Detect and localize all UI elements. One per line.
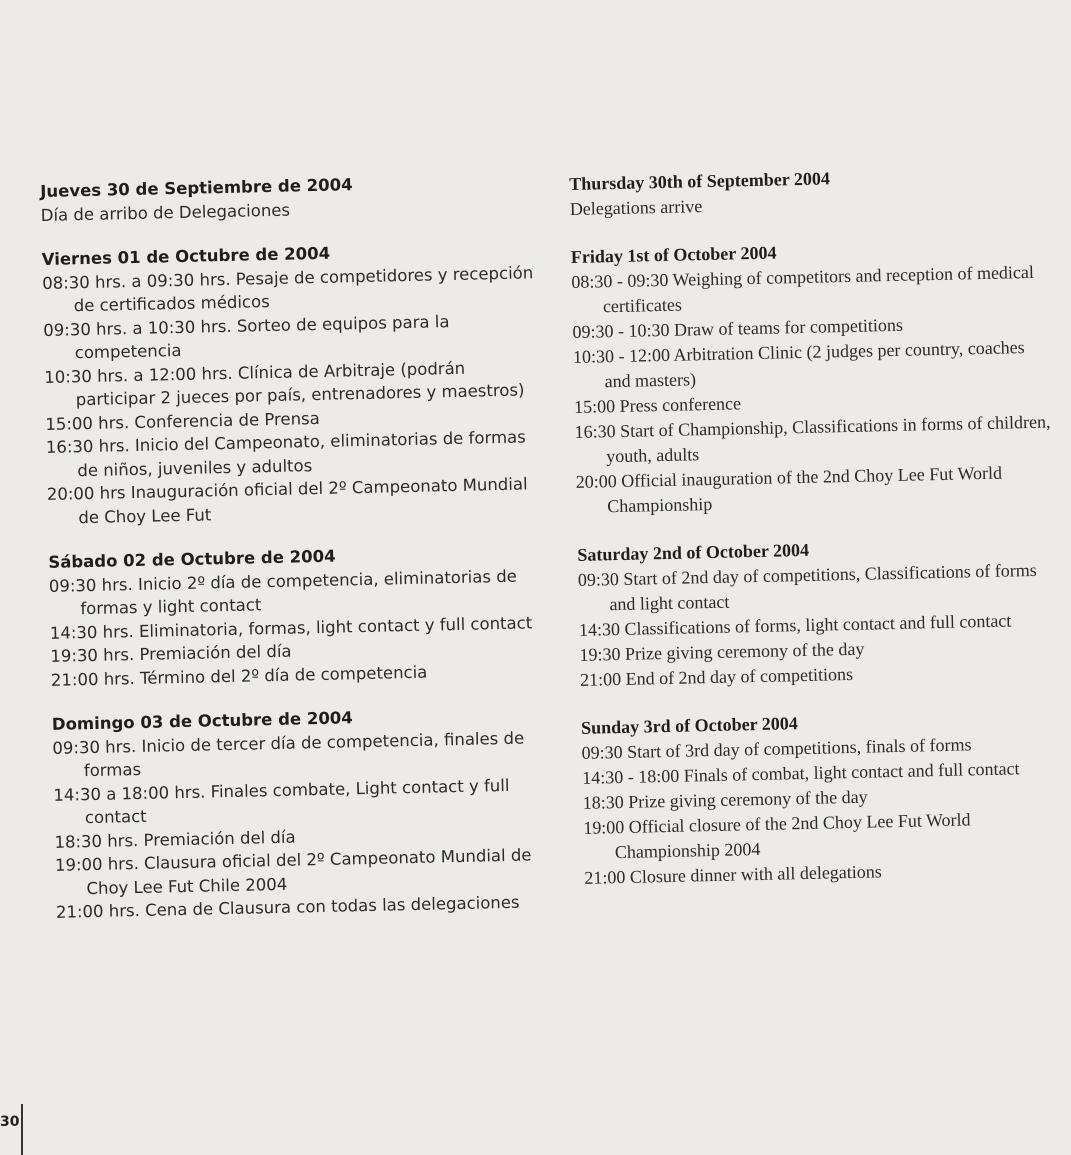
day-section (48, 540, 551, 692)
day-section (571, 235, 1057, 520)
page-number-rule (21, 1104, 23, 1155)
day-section (40, 169, 541, 227)
schedule-line: 14:30 - 18:00 Finals of combat, light contact and full contact (582, 758, 1020, 788)
day-section (41, 237, 547, 530)
schedule-line: Día de arribo de Delegaciones (40, 200, 291, 225)
schedule-line: 14:30 a 18:00 hrs. Finales combate, Light contact y full contact (53, 775, 510, 828)
schedule-line: 19:30 Prize giving ceremony of the day (579, 638, 865, 665)
schedule-line: 19:30 hrs. Premiación del día (50, 641, 292, 666)
schedule-line: 14:30 Classifications of forms, light contact and full contact (578, 610, 1012, 640)
day-title: Domingo 03 de Octubre de 2004 (51, 708, 353, 734)
english-schedule (569, 162, 1065, 914)
spanish-schedule (40, 169, 557, 945)
schedule-line: 19:00 hrs. Clausura oficial del 2º Campeonato Mundial de Choy Lee Fut Chile 2004 (54, 845, 532, 898)
day-title: Friday 1st of October 2004 (570, 242, 777, 267)
schedule-line: 08:30 - 09:30 Weighing of competitors and reception of medical certificates (571, 261, 1035, 317)
schedule-line: 20:00 Official inauguration of the 2nd Choy Lee Fut World Championship (575, 462, 1003, 517)
day-section (569, 162, 1050, 222)
day-title: Jueves 30 de Septiembre de 2004 (40, 175, 353, 201)
schedule-line: 09:30 Start of 3rd day of competitions, finals of forms (581, 734, 972, 763)
day-title: Sábado 02 de Octubre de 2004 (48, 546, 336, 572)
schedule-line: 08:30 hrs. a 09:30 hrs. Pesaje de competidores y recepción de certificados médicos (42, 262, 534, 316)
day-title: Thursday 30th of September 2004 (569, 168, 831, 194)
schedule-line: 10:30 - 12:00 Arbitration Clinic (2 judges per country, coaches and masters) (572, 337, 1025, 392)
schedule-line: 09:30 - 10:30 Draw of teams for competitions (572, 314, 904, 342)
schedule-line: 18:30 hrs. Premiación del día (54, 827, 296, 852)
schedule-line: 21:00 End of 2nd day of competitions (579, 663, 854, 690)
schedule-line: 21:00 hrs. Cena de Clausura con todas las delegaciones (55, 892, 520, 922)
schedule-line: 09:30 hrs. Inicio 2º día de competencia, eliminatorias de formas y light contact (48, 566, 518, 619)
schedule-line: 09:30 hrs. Inicio de tercer día de competencia, finales de formas (52, 728, 525, 781)
day-section (581, 705, 1065, 890)
page-number: 30 (0, 1114, 20, 1130)
day-section (577, 532, 1060, 692)
schedule-line: 10:30 hrs. a 12:00 hrs. Clínica de Arbitraje (podrán participar 2 jueces por país, entrenadores y maestros) (44, 358, 525, 410)
schedule-line: 21:00 Closure dinner with all delegations (584, 861, 883, 888)
schedule-line: 16:30 hrs. Inicio del Campeonato, eliminatorias de formas de niños, juveniles y adultos (45, 427, 526, 480)
schedule-line: 09:30 Start of 2nd day of competitions, Classifications of forms and light contact (577, 559, 1037, 615)
day-title: Saturday 2nd of October 2004 (577, 539, 810, 565)
schedule-line: 14:30 hrs. Eliminatoria, formas, light contact y full contact (49, 612, 533, 643)
day-title: Sunday 3rd of October 2004 (580, 713, 798, 738)
schedule-line: 15:00 Press conference (573, 393, 742, 417)
schedule-line: 20:00 hrs Inauguración oficial del 2º Campeonato Mundial de Choy Lee Fut (46, 474, 528, 527)
schedule-line: 18:30 Prize giving ceremony of the day (582, 786, 868, 813)
day-title: Viernes 01 de Octubre de 2004 (41, 243, 331, 269)
day-section (52, 702, 556, 924)
schedule-line: 15:00 hrs. Conferencia de Prensa (45, 408, 320, 434)
schedule-line: 21:00 hrs. Término del 2º día de competencia (50, 662, 428, 690)
schedule-line: 19:00 Official closure of the 2nd Choy Lee Fut World Championship 2004 (583, 809, 971, 863)
schedule-line: 16:30 Start of Championship, Classifications in forms of children, youth, adults (574, 411, 1051, 467)
schedule-line: 09:30 hrs. a 10:30 hrs. Sorteo de equipos para la competencia (43, 311, 450, 363)
schedule-line: Delegations arrive (569, 196, 703, 219)
